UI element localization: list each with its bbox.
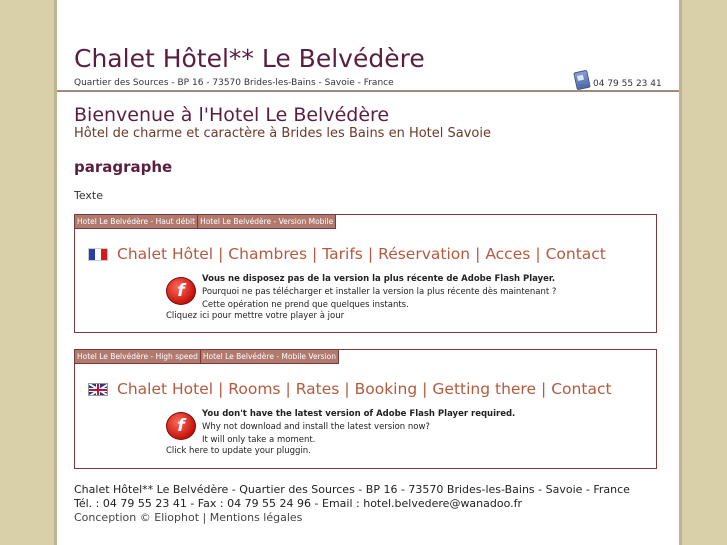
nav-chalet-hotel-en[interactable]: Chalet Hotel bbox=[117, 380, 214, 398]
nav-booking[interactable]: Booking bbox=[354, 380, 418, 398]
tab-bar-english bbox=[75, 350, 339, 364]
site-title: Chalet Hôtel** Le Belvédère bbox=[74, 44, 425, 73]
uk-flag-icon bbox=[88, 383, 108, 396]
flash-message-french bbox=[202, 273, 556, 312]
nav-contact[interactable]: Contact bbox=[545, 245, 606, 263]
flash-title: Vous ne disposez pas de la version la plus récente de Adobe Flash Player. bbox=[202, 274, 556, 284]
tab-haut-debit[interactable]: Hotel Le Belvédère - Haut débit bbox=[75, 215, 198, 229]
welcome-subheading: Hôtel de charme et caractère à Brides les Bains en Hotel Savoie bbox=[74, 126, 491, 141]
nav-english: Chalet Hotel | Rooms | Rates | Booking | Getting there | Contact bbox=[88, 380, 612, 398]
nav-contact-en[interactable]: Contact bbox=[551, 380, 612, 398]
footer bbox=[74, 483, 630, 525]
header-phone-number: 04 79 55 23 41 bbox=[593, 79, 662, 89]
flash-player-icon[interactable]: f bbox=[166, 412, 196, 440]
flash-title: You don't have the latest version of Adobe Flash Player required. bbox=[202, 409, 516, 419]
conception-link[interactable]: Conception © Eliophot bbox=[74, 511, 200, 524]
tab-high-speed[interactable]: Hotel Le Belvédère - High speed bbox=[75, 350, 201, 364]
tab-version-mobile[interactable]: Hotel Le Belvédère - Version Mobile bbox=[198, 215, 336, 229]
footer-address: Chalet Hôtel** Le Belvédère - Quartier des Sources - BP 16 - 73570 Brides-les-Bains - Savoie - France bbox=[74, 483, 630, 496]
nav-tarifs[interactable]: Tarifs bbox=[322, 245, 363, 263]
phone-icon bbox=[573, 70, 590, 91]
nav-rates[interactable]: Rates bbox=[295, 380, 340, 398]
nav-reservation[interactable]: Réservation bbox=[378, 245, 471, 263]
legal-link[interactable]: Mentions légales bbox=[209, 511, 303, 524]
flash-line: It will only take a moment. bbox=[202, 435, 316, 445]
flash-box-english bbox=[74, 349, 657, 469]
flash-update-link[interactable]: Cliquez ici pour mettre votre player à jour bbox=[166, 311, 345, 321]
tab-mobile-version[interactable]: Hotel Le Belvédère - Mobile Version bbox=[201, 350, 339, 364]
flash-line: Pourquoi ne pas télécharger et installer la version la plus récente dès maintenant ? bbox=[202, 287, 557, 297]
footer-credits: Conception © Eliophot | Mentions légales bbox=[74, 511, 303, 524]
flash-line: Why not download and install the latest version now? bbox=[202, 422, 430, 432]
nav-chalet-hotel[interactable]: Chalet Hôtel bbox=[117, 245, 214, 263]
paragraph-text: Texte bbox=[74, 189, 104, 202]
header-divider bbox=[57, 90, 679, 92]
flash-line: Cette opération ne prend que quelques instants. bbox=[202, 300, 409, 310]
flash-player-icon[interactable]: f bbox=[166, 277, 196, 305]
paragraph-title: paragraphe bbox=[74, 158, 173, 176]
header-address: Quartier des Sources - BP 16 - 73570 Brides-les-Bains - Savoie - France bbox=[74, 78, 394, 88]
french-flag-icon bbox=[88, 248, 108, 261]
nav-acces[interactable]: Acces bbox=[485, 245, 531, 263]
nav-rooms[interactable]: Rooms bbox=[228, 380, 281, 398]
nav-chambres[interactable]: Chambres bbox=[228, 245, 308, 263]
page-container bbox=[54, 0, 682, 545]
nav-french: Chalet Hôtel | Chambres | Tarifs | Réservation | Acces | Contact bbox=[88, 245, 606, 263]
flash-box-french bbox=[74, 214, 657, 333]
tab-bar-french bbox=[75, 215, 336, 229]
footer-contact: Tél. : 04 79 55 23 41 - Fax : 04 79 55 24 96 - Email : hotel.belvedere@wanadoo.fr bbox=[74, 497, 523, 510]
header-phone bbox=[575, 71, 662, 89]
welcome-heading: Bienvenue à l'Hotel Le Belvédère bbox=[74, 104, 390, 126]
flash-update-link[interactable]: Click here to update your pluggin. bbox=[166, 446, 311, 456]
flash-message-english bbox=[202, 408, 515, 447]
nav-getting-there[interactable]: Getting there bbox=[432, 380, 536, 398]
